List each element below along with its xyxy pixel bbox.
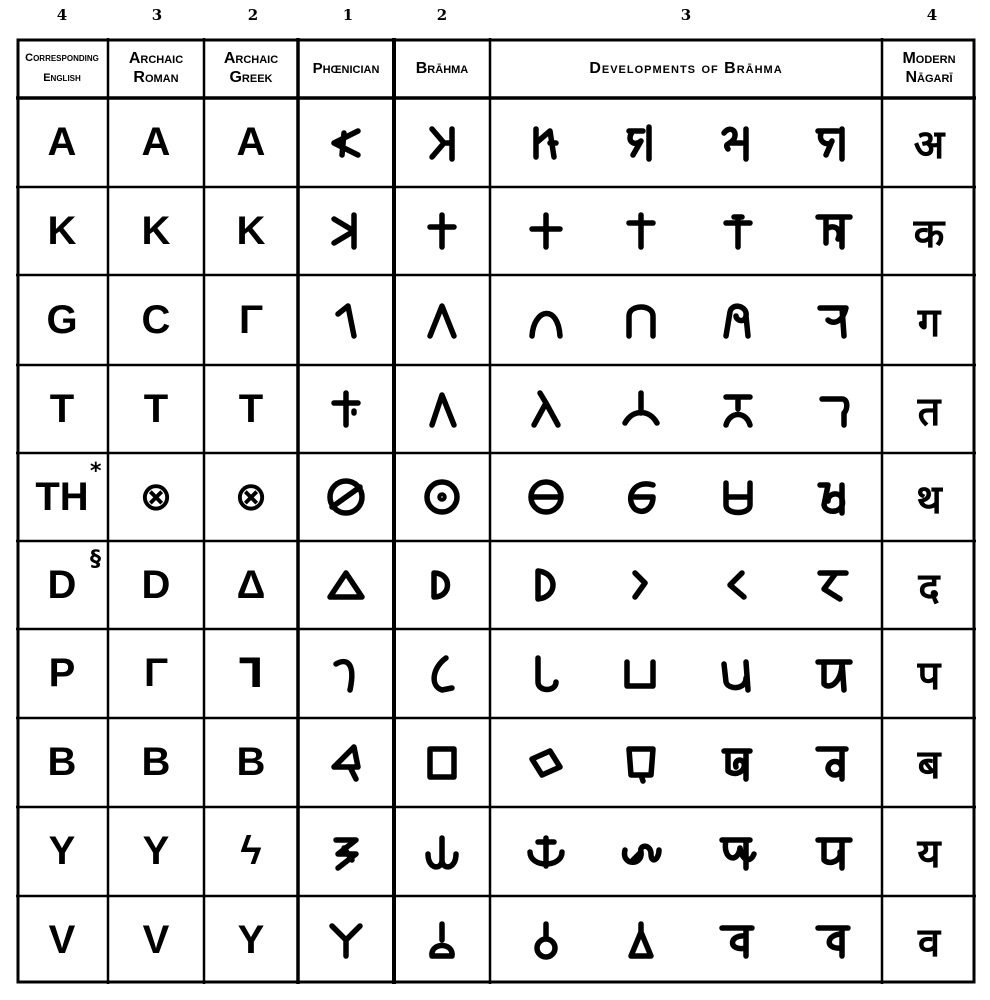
cell-brahma [402,187,482,275]
brahma-ba-glyph [420,741,464,785]
cell-greek: B [236,740,266,784]
cell-development [698,541,778,629]
phoenician-pe-glyph [324,652,368,696]
column-number: 1 [342,6,354,24]
dev-ba-2-glyph [619,741,663,785]
dev-ya-2-glyph [619,830,663,874]
cell-development [601,807,681,896]
cell-roman: K [141,208,171,253]
cell-greek: A [236,120,266,164]
cell-english: T [49,386,75,431]
dev-a-2-glyph [619,121,663,165]
dev-ba-4-glyph [812,741,856,785]
cell-english: V [48,917,76,962]
cell-development [794,718,874,807]
cell-development [794,629,874,718]
cell-phoenician [306,275,386,365]
column-number: 2 [436,6,448,24]
dev-pa-3-glyph [716,652,760,696]
cell-roman: Y [142,829,170,873]
cell-development [601,453,681,541]
cell-development [601,275,681,365]
cell-brahma [402,275,482,365]
cell-development [601,365,681,453]
brahma-ya-glyph [420,830,464,874]
cell-development [601,541,681,629]
dev-va-2-glyph [619,918,663,962]
cell-greek: ⊗ [234,475,268,519]
dev-ka-3-glyph [716,209,760,253]
phoenician-yodh-glyph [324,830,368,874]
cell-phoenician [306,187,386,275]
cell-development [506,275,586,365]
alphabet-comparison-table [16,38,976,984]
cell-greek: ᒣ [238,651,264,696]
brahma-ga-glyph [420,298,464,342]
cell-nagari: क [913,210,945,257]
brahma-ka-glyph [420,209,464,253]
column-number: 4 [926,6,938,24]
cell-english: P [48,651,76,695]
cell-development [698,453,778,541]
cell-development [601,896,681,984]
dev-ba-3-glyph [716,741,760,785]
cell-development [506,98,586,187]
cell-development [794,275,874,365]
cell-development [601,98,681,187]
cell-development [698,365,778,453]
cell-development [601,187,681,275]
cell-nagari: त [917,388,941,435]
dev-a-1-glyph [524,121,568,165]
cell-development [506,187,586,275]
dev-pa-1-glyph [524,652,568,696]
cell-development [601,718,681,807]
phoenician-taw-glyph [324,387,368,431]
brahma-tha-glyph [420,475,464,519]
cell-development [506,365,586,453]
dev-ta-3-glyph [716,387,760,431]
cell-english: Y [48,829,76,873]
phoenician-waw-glyph [324,918,368,962]
dev-ga-4-glyph [812,298,856,342]
cell-roman: C [141,297,171,342]
cell-phoenician [306,365,386,453]
dev-va-3-glyph [716,918,760,962]
dev-ya-1-glyph [524,830,568,874]
brahma-da-glyph [420,563,464,607]
cell-brahma [402,807,482,896]
brahma-a-glyph [420,121,464,165]
dev-va-1-glyph [524,918,568,962]
cell-english: TH [35,474,89,519]
cell-nagari: ब [917,742,941,788]
dev-ga-2-glyph [619,298,663,342]
dev-tha-2-glyph [619,475,663,519]
phoenician-teth-glyph [324,475,368,519]
header-modern-nagari: Modern Nāgarī [902,50,956,86]
cell-brahma [402,629,482,718]
cell-development [698,187,778,275]
cell-development [506,896,586,984]
cell-development [794,365,874,453]
dev-a-3-glyph [716,121,760,165]
dev-pa-4-glyph [812,652,856,696]
dev-ga-1-glyph [524,298,568,342]
cell-roman: Γ [143,651,169,695]
column-number-row [0,0,990,38]
dev-ba-1-glyph [524,741,568,785]
dev-da-2-glyph [619,563,663,607]
column-number: 3 [680,6,692,24]
cell-roman: ⊗ [139,475,173,519]
cell-development [506,541,586,629]
cell-development [601,629,681,718]
dev-ka-2-glyph [619,209,663,253]
cell-phoenician [306,541,386,629]
cell-brahma [402,453,482,541]
cell-greek: Δ [236,562,266,607]
cell-roman: D [141,562,171,607]
cell-development [794,896,874,984]
cell-greek: Γ [238,297,264,342]
cell-greek: K [236,208,266,253]
cell-development [698,98,778,187]
cell-greek: ϟ [240,829,262,873]
cell-phoenician [306,98,386,187]
column-number: 4 [56,6,68,24]
cell-brahma [402,98,482,187]
cell-phoenician [306,896,386,984]
dev-tha-3-glyph [716,475,760,519]
dev-da-3-glyph [716,563,760,607]
brahma-ta-glyph [420,387,464,431]
cell-development [794,541,874,629]
dev-ta-1-glyph [524,387,568,431]
header-archaic-greek: Archaic Greek [223,50,279,86]
cell-english: D [47,562,77,607]
dev-ya-4-glyph [812,830,856,874]
cell-brahma [402,365,482,453]
dev-ka-1-glyph [524,209,568,253]
cell-nagari: प [917,653,941,699]
header-corresponding-english: Corresponding English [25,52,99,84]
column-number: 2 [247,6,259,24]
brahma-pa-glyph [420,652,464,696]
dev-va-4-glyph [812,918,856,962]
cell-brahma [402,541,482,629]
cell-development [794,807,874,896]
dev-tha-4-glyph [812,475,856,519]
cell-phoenician [306,718,386,807]
dev-da-1-glyph [524,563,568,607]
cell-development [698,718,778,807]
cell-roman: A [141,120,171,164]
cell-greek: T [238,386,264,431]
cell-nagari: द [918,564,940,611]
cell-english: K [47,208,77,253]
cell-english: B [47,740,77,784]
cell-brahma [402,718,482,807]
cell-phoenician [306,453,386,541]
phoenician-daleth-glyph [324,563,368,607]
cell-roman: B [141,740,171,784]
dev-tha-1-glyph [524,475,568,519]
cell-development [506,629,586,718]
cell-nagari: ग [917,299,941,346]
cell-phoenician [306,807,386,896]
cell-nagari: थ [916,476,942,523]
cell-development [698,629,778,718]
cell-development [506,718,586,807]
cell-development [698,275,778,365]
dev-ya-3-glyph [716,830,760,874]
phoenician-kaph-glyph [324,209,368,253]
cell-english: A [47,120,77,164]
header-developments-of-brahma: Developments of Brāhma [589,59,783,77]
cell-development [506,453,586,541]
cell-nagari: य [917,831,941,877]
footnote-mark: § [90,547,101,572]
dev-ta-4-glyph [812,387,856,431]
phoenician-gimel-glyph [324,298,368,342]
brahma-va-glyph [420,918,464,962]
cell-greek: Y [237,917,265,962]
header-archaic-roman: Archaic Roman [128,50,184,86]
cell-nagari: व [917,919,941,966]
column-number: 3 [151,6,163,24]
dev-ga-3-glyph [716,298,760,342]
phoenician-beth-glyph [324,741,368,785]
cell-development [698,896,778,984]
header-phoenician: Phœnician [312,59,380,77]
footnote-mark: * [90,459,102,484]
cell-english: G [46,297,78,342]
cell-development [794,453,874,541]
dev-a-4-glyph [812,121,856,165]
cell-brahma [402,896,482,984]
cell-development [794,187,874,275]
phoenician-aleph-glyph [324,121,368,165]
cell-development [698,807,778,896]
dev-da-4-glyph [812,563,856,607]
dev-ta-2-glyph [619,387,663,431]
cell-roman: T [143,386,169,431]
cell-development [794,98,874,187]
dev-ka-4-glyph [812,209,856,253]
cell-development [506,807,586,896]
cell-roman: V [142,917,170,962]
cell-nagari: अ [913,122,945,168]
dev-pa-2-glyph [619,652,663,696]
cell-phoenician [306,629,386,718]
header-brahma: Brāhma [415,59,469,77]
